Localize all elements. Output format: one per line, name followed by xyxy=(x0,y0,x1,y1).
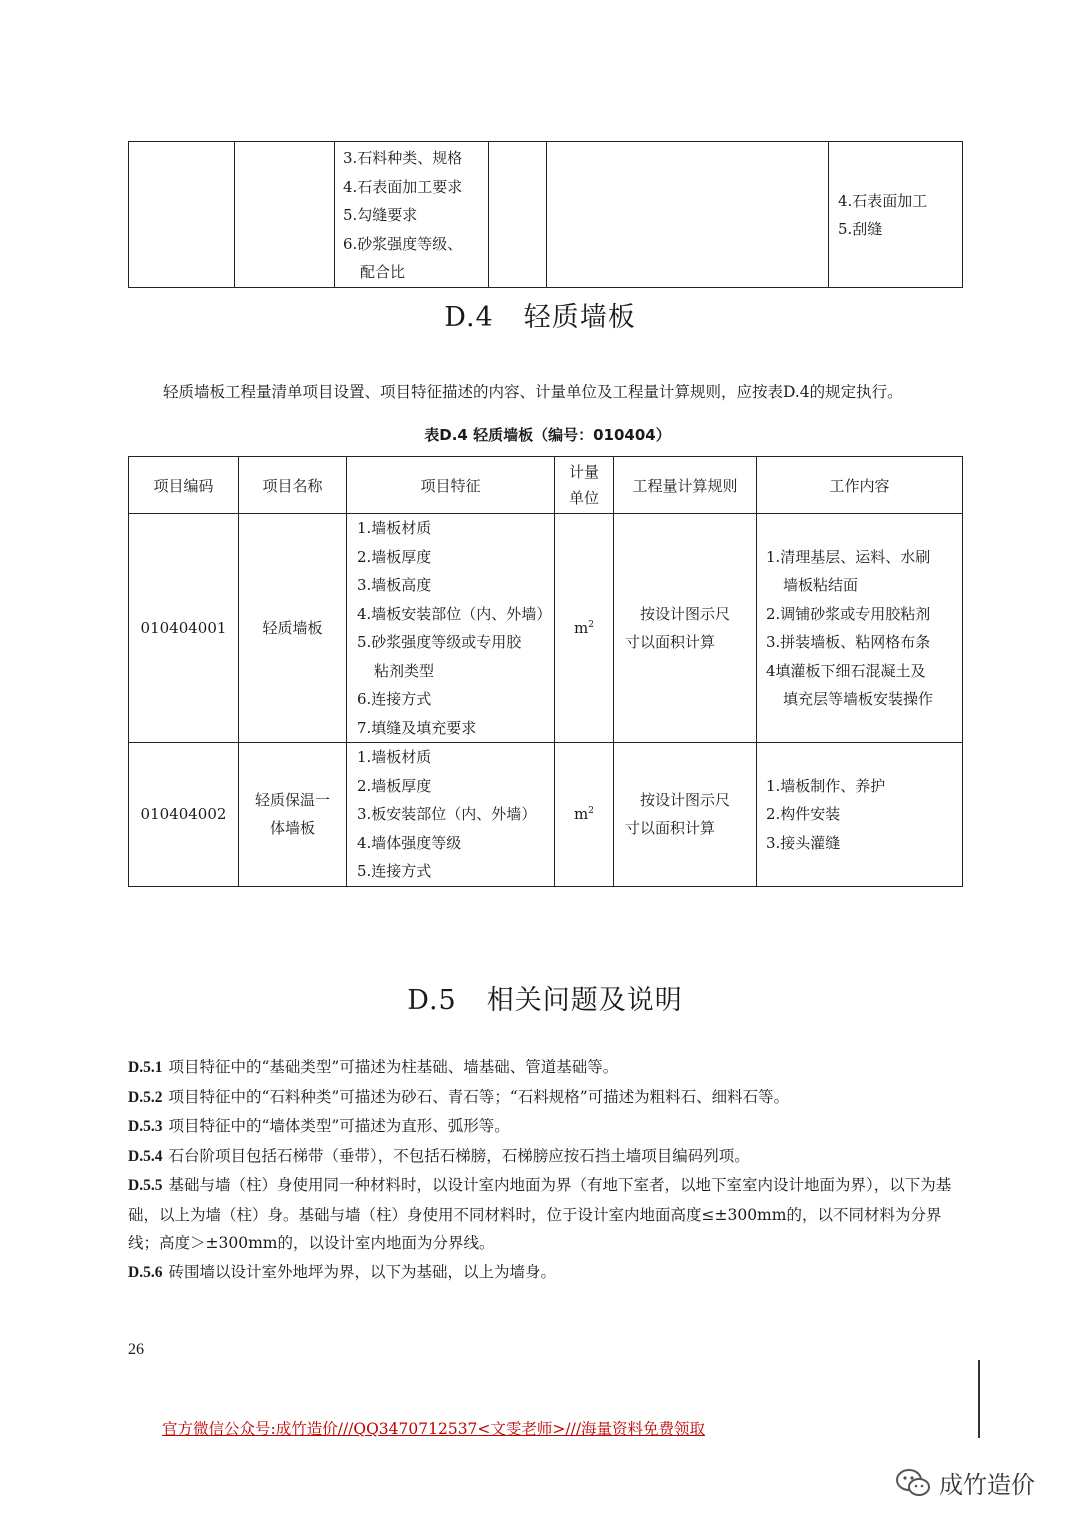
section-title: 轻质墙板 xyxy=(523,302,636,333)
note-id: D.5.2 xyxy=(128,1088,163,1106)
list-item: 2.构件安装 xyxy=(766,805,841,823)
list-item: 3.石料种类、规格 xyxy=(343,149,463,167)
section-number: D.5 xyxy=(407,985,457,1016)
item-rule xyxy=(614,743,757,887)
rule-line: 按设计图示尺 xyxy=(640,790,731,809)
watermark xyxy=(895,1465,1035,1500)
list-item: 2.调铺砂浆或专用胶粘剂 xyxy=(766,604,931,623)
work-cell xyxy=(829,142,963,288)
table-header-row xyxy=(129,457,963,514)
table-d4 xyxy=(128,456,963,887)
note-item xyxy=(128,1083,962,1113)
list-item: 配合比 xyxy=(360,263,406,281)
note-id: D.5.6 xyxy=(128,1263,163,1281)
header-work: 工作内容 xyxy=(757,457,963,514)
item-code: 010404001 xyxy=(129,514,239,743)
item-unit xyxy=(555,743,614,887)
margin-rule xyxy=(978,1360,980,1438)
list-item: 填充层等墙板安装操作 xyxy=(783,690,934,708)
table-row xyxy=(129,743,963,887)
rule-line: 按设计图示尺 xyxy=(640,604,731,623)
table-caption: 表D.4 轻质墙板（编号：010404） xyxy=(424,426,671,444)
list-item: 6.连接方式 xyxy=(357,690,432,708)
list-item: 1.墙板制作、养护 xyxy=(766,776,886,795)
features-cell xyxy=(335,142,489,288)
note-item xyxy=(128,1258,962,1288)
list-item: 1.墙板材质 xyxy=(357,748,432,766)
empty-cell xyxy=(129,142,235,288)
page-number: 26 xyxy=(128,1341,144,1358)
header-unit xyxy=(555,457,614,514)
note-id: D.5.3 xyxy=(128,1118,163,1135)
header-rule: 工程量计算规则 xyxy=(614,457,757,514)
list-item: 2.墙板厚度 xyxy=(357,776,432,795)
item-rule xyxy=(614,514,757,743)
note-text: 基础与墙（柱）身使用同一种材料时，以设计室内地面为界（有地下室者，以地下室室内设计地面为界），以下为基础，以上为墙（柱）身。基础与墙（柱）身使用不同材料时，位于设计室内地面高度≤±300mm的，以不同材料为分界线；高度＞±300mm的，以设计室内地面为分界线。 xyxy=(128,1176,952,1252)
list-item: 5.勾缝要求 xyxy=(343,206,418,224)
header-name: 项目名称 xyxy=(239,457,347,514)
list-item: 1.清理基层、运料、水刷 xyxy=(766,547,931,566)
continued-table xyxy=(128,141,963,288)
note-item xyxy=(128,1171,962,1258)
list-item: 墙板粘结面 xyxy=(783,576,859,594)
item-name-line: 轻质墙板 xyxy=(262,619,323,637)
item-work xyxy=(757,514,963,743)
note-text: 项目特征中的“石料种类”可描述为砂石、青石等；“石料规格”可描述为粗料石、细料石等。 xyxy=(168,1087,790,1106)
list-item: 4.墙体强度等级 xyxy=(357,833,462,852)
notes-list xyxy=(128,1053,962,1287)
item-name xyxy=(239,743,347,887)
section-title: 相关问题及说明 xyxy=(486,985,683,1016)
table-row xyxy=(129,514,963,743)
item-name-line: 轻质保温一 xyxy=(254,791,330,810)
item-features xyxy=(347,514,555,743)
list-item: 7.填缝及填充要求 xyxy=(357,718,477,737)
unit-superscript: 2 xyxy=(588,620,594,630)
item-work xyxy=(757,743,963,887)
list-item: 3.拼装墙板、粘网格布条 xyxy=(766,633,931,651)
item-features xyxy=(347,743,555,887)
wechat-icon xyxy=(895,1468,931,1498)
empty-cell xyxy=(547,142,829,288)
section-heading-d5 xyxy=(0,978,1080,1017)
list-item: 6.砂浆强度等级、 xyxy=(343,234,463,253)
note-text: 项目特征中的“墙体类型”可描述为直形、弧形等。 xyxy=(168,1117,510,1135)
header-code: 项目编码 xyxy=(129,457,239,514)
list-item: 5.连接方式 xyxy=(357,862,432,880)
unit-superscript: 2 xyxy=(588,806,594,817)
item-name-line: 体墙板 xyxy=(269,819,315,838)
note-item xyxy=(128,1053,962,1083)
list-item: 4.石表面加工 xyxy=(838,191,928,210)
list-item: 3.接头灌缝 xyxy=(766,833,841,852)
note-item xyxy=(128,1142,962,1172)
empty-cell xyxy=(489,142,547,288)
rule-line: 寸以面积计算 xyxy=(625,819,716,838)
item-code: 010404002 xyxy=(129,743,239,887)
note-text: 砖围墙以设计室外地坪为界，以下为基础，以上为墙身。 xyxy=(168,1262,556,1281)
note-id: D.5.4 xyxy=(128,1147,163,1165)
header-unit-line: 计量 xyxy=(568,463,599,481)
empty-cell xyxy=(235,142,335,288)
item-unit xyxy=(555,514,614,743)
note-text: 石台阶项目包括石梯带（垂带），不包括石梯膀，石梯膀应按石挡土墙项目编码列项。 xyxy=(168,1146,750,1165)
list-item: 4.石表面加工要求 xyxy=(343,177,463,196)
note-text: 项目特征中的“基础类型”可描述为柱基础、墙基础、管道基础等。 xyxy=(168,1058,619,1076)
unit-text: m xyxy=(574,805,589,824)
intro-paragraph: 轻质墙板工程量清单项目设置、项目特征描述的内容、计量单位及工程量计算规则，应按表D.4的规定执行。 xyxy=(163,383,903,401)
list-item: 4.墙板安装部位（内、外墙） xyxy=(357,604,552,623)
unit-text: m xyxy=(574,619,589,637)
list-item: 4填灌板下细石混凝土及 xyxy=(766,661,926,680)
section-number: D.4 xyxy=(444,302,494,333)
header-features: 项目特征 xyxy=(347,457,555,514)
note-id: D.5.1 xyxy=(128,1059,163,1076)
list-item: 5.刮缝 xyxy=(838,220,883,239)
list-item: 1.墙板材质 xyxy=(357,519,432,537)
note-id: D.5.5 xyxy=(128,1177,163,1194)
list-item: 3.墙板高度 xyxy=(357,576,432,594)
watermark-text: 成竹造价 xyxy=(939,1471,1035,1499)
list-item: 3.板安装部位（内、外墙） xyxy=(357,805,537,823)
header-unit-line: 单位 xyxy=(568,489,599,507)
note-item xyxy=(128,1112,962,1142)
promo-link[interactable]: 官方微信公众号:成竹造价///QQ3470712537<文雯老师>///海量资料免费领取 xyxy=(162,1420,706,1438)
list-item: 粘剂类型 xyxy=(374,661,435,680)
list-item: 5.砂浆强度等级或专用胶 xyxy=(357,633,522,651)
section-heading-d4 xyxy=(0,295,1080,334)
rule-line: 寸以面积计算 xyxy=(625,633,716,651)
list-item: 2.墙板厚度 xyxy=(357,547,432,566)
item-name xyxy=(239,514,347,743)
